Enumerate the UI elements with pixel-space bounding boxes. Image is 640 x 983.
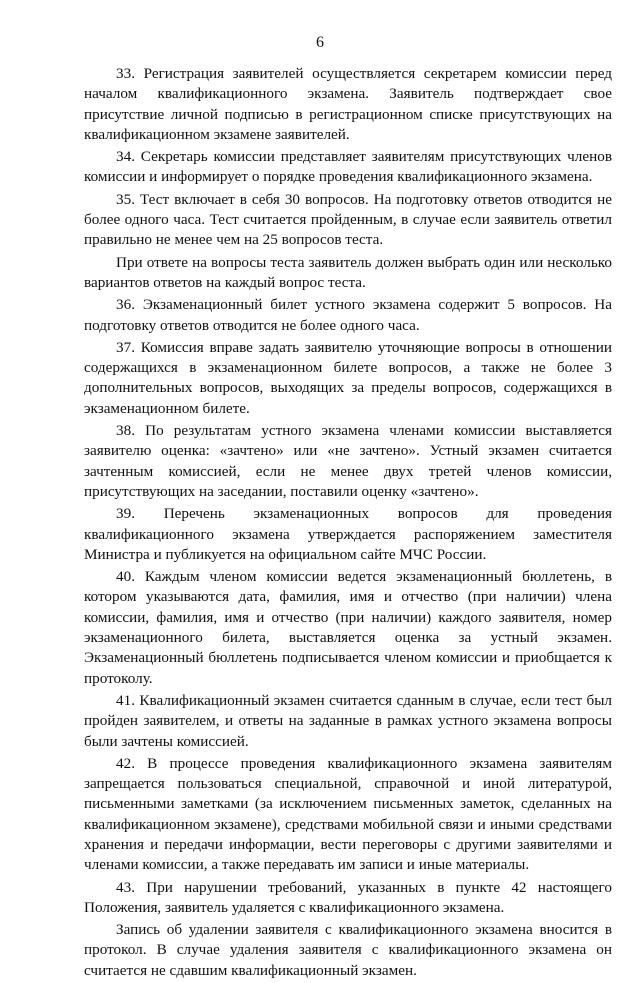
paragraph-38: 38. По результатам устного экзамена членами комиссии выставляется заявителю оценка: «зачтено» или «не зачтено». Устный экзамен считается зачтенным комиссией, если не менее двух третей членов комиссии, присутствующих на заседании, поставили оценку «зачтено».	[84, 422, 612, 500]
paragraph-39: 39. Перечень экзаменационных вопросов для проведения квалификационного экзамена утверждается распоряжением заместителя Министра и публикуется на официальном сайте МЧС России.	[84, 505, 612, 563]
paragraph-35-note: При ответе на вопросы теста заявитель должен выбрать один или несколько вариантов ответов на каждый вопрос теста.	[84, 253, 612, 291]
paragraph-41: 41. Квалификационный экзамен считается сданным в случае, если тест был пройден заявителем, и ответы на заданные в рамках устного экзамена вопросы были зачтены комиссией.	[84, 691, 612, 750]
paragraph-40: 40. Каждым членом комиссии ведется экзаменационный бюллетень, в котором указываются дата, фамилия, имя и отчество (при наличии) члена комиссии, фамилия, имя и отчество (при наличии) каждого заявителя, номер экзаменационного билета, выставляется оценка за устный экзамен. Экзаменационный бюллетень подписывается членом комиссии и приобщается к протоколу.	[84, 568, 612, 687]
paragraph-37: 37. Комиссия вправе задать заявителю уточняющие вопросы в отношении содержащихся в экзаменационном билете вопросов, а также не более 3 дополнительных вопросов, выходящих за пределы вопросов, содержащихся в экзаменационном билете.	[84, 338, 612, 417]
paragraph-35: 35. Тест включает в себя 30 вопросов. На подготовку ответов отводится не более одного часа. Тест считается пройденным, в случае если заявитель ответил правильно не менее чем на 25 вопросов теста.	[84, 190, 612, 249]
paragraph-43-note: Запись об удалении заявителя с квалификационного экзамена вносится в протокол. В случае удаления заявителя с квалификационного экзамена он считается не сдавшим квалификационный экзамен.	[84, 921, 612, 979]
paragraph-34: 34. Секретарь комиссии представляет заявителям присутствующих членов комиссии и информирует о порядке проведения квалификационного экзамена.	[84, 148, 612, 186]
paragraph-42: 42. В процессе проведения квалификационного экзамена заявителям запрещается пользоваться специальной, справочной и иной литературой, письменными заметками (за исключением письменных заметок, сделанных на квалификационном экзамене), средствами мобильной связи и иными средствами хранения и передачи информации, вести переговоры с другими заявителями и членами комиссии, а также передавать им записи и иные материалы.	[84, 754, 612, 874]
paragraph-43: 43. При нарушении требований, указанных в пункте 42 настоящего Положения, заявитель удаляется с квалификационного экзамена.	[84, 878, 612, 916]
paragraph-36: 36. Экзаменационный билет устного экзамена содержит 5 вопросов. На подготовку ответов отводится не более одного часа.	[84, 296, 612, 334]
paragraph-33: 33. Регистрация заявителей осуществляется секретарем комиссии перед началом квалификационного экзамена. Заявитель подтверждает свое присутствие личной подписью в регистрационном списке присутствующих на квалификационном экзамене заявителей.	[84, 65, 612, 143]
page-number: 6	[316, 34, 324, 51]
document-body	[84, 64, 612, 983]
